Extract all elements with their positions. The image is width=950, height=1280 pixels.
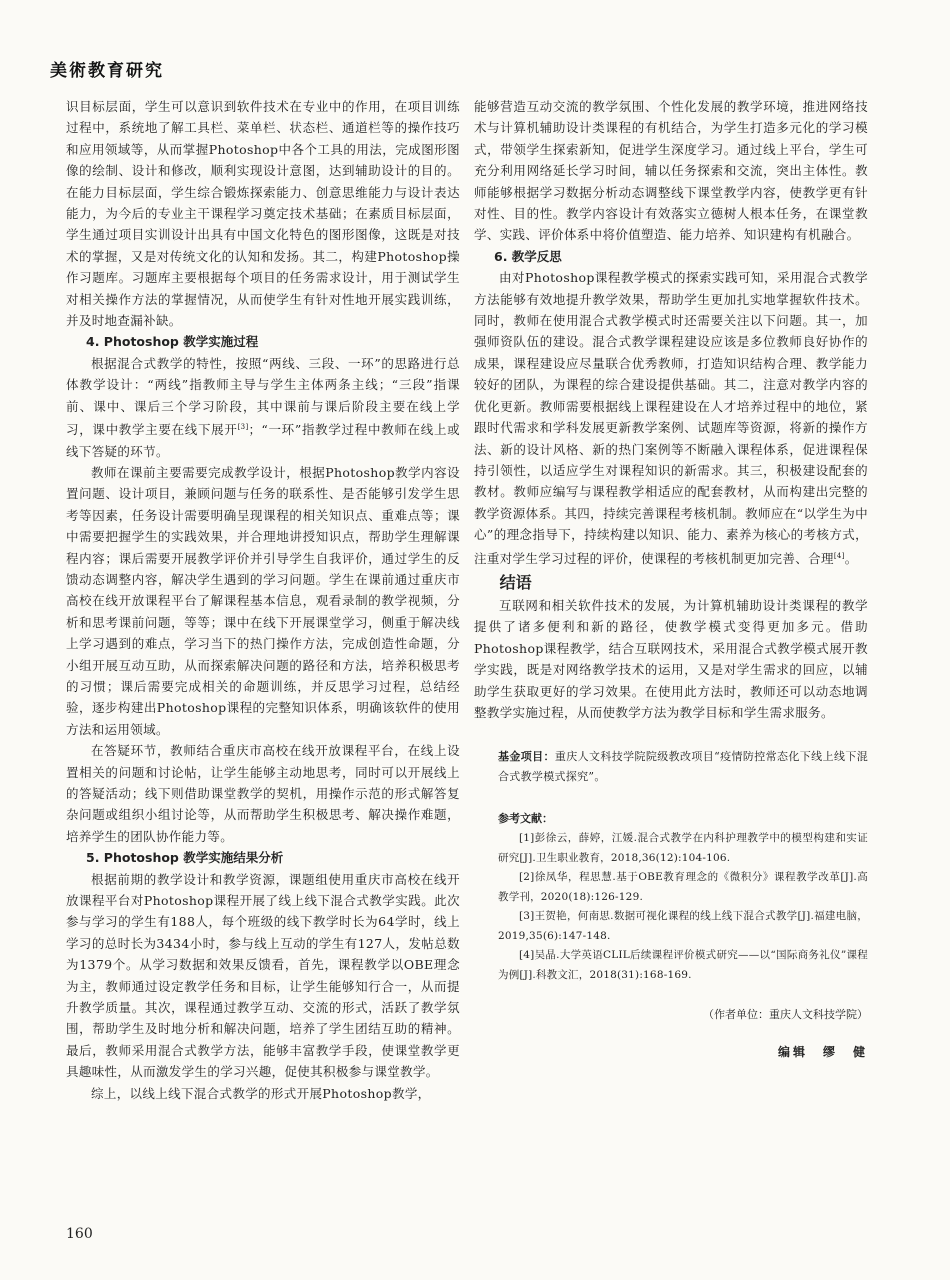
reference-item: [2]徐凤华，程思慧.基于OBE教育理念的《微积分》课程教学改革[J].高教学刊，2020(18):126-129. bbox=[498, 871, 868, 903]
paragraph: 教师在课前主要需要完成教学设计，根据Photoshop教学内容设置问题、设计项目，兼顾问题与任务的联系性、是否能够引发学生思考等因素，任务设计需要明确呈现课程的相关知识点、重难点等；课中需要把握学生的实践效果，并合理地讲授知识点，帮助学生理解课程内容；课后需要开展教学评价并引导学生自我评价，通过学生的反馈动态调整内容，解决学生遇到的学习问题。学生在课前通过重庆市高校在线开放课程平台了解课程基本信息，观看录制的教学视频，分析和思考课前问题，等等；课中在线下开展课堂学习，侧重于解决线上学习遇到的难点，学习当下的热门操作方法，完成创造性命题，分小组开展互动互助，从而探索解决问题的路径和方法，培养积极思考的习惯；课后需要完成相关的命题训练，并反思学习过程，总结经验，逐步构建出Photoshop课程的完整知识体系，明确该软件的使用方法和运用领域。 bbox=[66, 464, 460, 737]
paragraph: 由对Photoshop课程教学模式的探索实践可知，采用混合式教学方法能够有效地提升教学效果，帮助学生更加扎实地掌握软件技术。同时，教师在使用混合式教学模式时还需要关注以下问题。其一，加强师资队伍的建设。混合式教学课程建设应该是多位教师良好协作的成果，课程建设应尽量联合优秀教师，打造知识结构合理、教学能力较好的团队，为课程的综合建设提供基础。其二，注意对教学内容的优化更新。教师需要根据线上课程建设在人才培养过程中的地位，紧跟时代需求和学科发展更新教学案例、试题库等资源，将新的操作方法、新的设计风格、新的热门案例等不断融入课程体系，促进课程保持引领性，以适应学生对课程知识的新需求。其三，积极建设配套的教材。教师应编写与课程教学相适应的配套教材，从而构建出完整的教学资源体系。其四，持续完善课程考核机制。教师应在“以学生为中心”的理念指导下，持续构建以知识、能力、素养为核心的考核方式，注重对学生学习过程的评价，使课程的考核机制更加完善、合理[4]。 bbox=[474, 270, 868, 566]
author-unit: （作者单位：重庆人文科技学院） bbox=[703, 1008, 868, 1022]
paragraph: 互联网和相关软件技术的发展，为计算机辅助设计类课程的教学提供了诸多便利和新的路径，使教学模式变得更加多元。借助Photoshop课程教学，结合互联网技术，采用混合式教学模式展开教学实践，既是对网络教学技术的运用，又是对学生需求的回应，以辅助学生获取更好的学习效果。在使用此方法时，教师还可以动态地调整教学实施过程，从而使教学方法为教学目标和学生需求服务。 bbox=[474, 597, 868, 720]
page-number: 160 bbox=[66, 1226, 93, 1242]
citation-marker: [3] bbox=[237, 423, 249, 432]
citation-marker: [4] bbox=[833, 551, 845, 560]
right-column bbox=[474, 96, 868, 1060]
fund-note bbox=[474, 747, 868, 787]
references-title: 参考文献： bbox=[498, 812, 553, 826]
editor-credit: 编辑 缪 健 bbox=[777, 1045, 868, 1060]
conclusion-heading: 结语 bbox=[499, 572, 532, 592]
reference-item: [1]彭徐云，薛婷，江媛.混合式教学在内科护理教学中的模型构建和实证研究[J].卫生职业教育，2018,36(12):104-106. bbox=[498, 832, 868, 864]
paragraph: 能够营造互动交流的教学氛围、个性化发展的教学环境，推进网络技术与计算机辅助设计类课程的有机结合，为学生打造多元化的学习模式，带领学生探索新知，促进学生深度学习。通过线上平台，学生可充分利用网络延长学习时间，辅以任务探索和交流，突出主体性。教师能够根据学习数据分析动态调整线下课堂教学内容，使教学更有针对性、目的性。教学内容设计有效落实立德树人根本任务，在课堂教学、实践、评价体系中将价值塑造、能力培养、知识建构有机融合。 bbox=[474, 99, 868, 243]
reference-item: [3]王贺艳，何南思.数据可视化课程的线上线下混合式教学[J].福建电脑，2019,35(6):147-148. bbox=[498, 910, 868, 942]
section-heading-5: 5. Photoshop 教学实施结果分析 bbox=[86, 850, 284, 866]
journal-title: 美術教育研究 bbox=[50, 61, 164, 81]
paragraph: 识目标层面，学生可以意识到软件技术在专业中的作用，在项目训练过程中，系统地了解工具栏、菜单栏、状态栏、通道栏等的操作技巧和应用领域等，从而掌握Photoshop中各个工具的用法，完成图形图像的绘制、设计和修改，顺利实现设计意图，达到辅助设计的目的。在能力目标层面，学生综合锻炼探索能力、创意思维能力与设计表达能力，为今后的专业主干课程学习奠定技术基础；在素质目标层面，学生通过项目实训设计出具有中国文化特色的图形图像，这既是对技术的掌握，又是对传统文化的认知和发扬。其二，构建Photoshop操作习题库。习题库主要根据每个项目的任务需求设计，用于测试学生对相关操作方法的掌握情况，从而使学生有针对性地开展实践训练，并及时地查漏补缺。 bbox=[66, 99, 460, 329]
paragraph: 综上，以线上线下混合式教学的形式开展Photoshop教学， bbox=[91, 1085, 431, 1101]
left-column bbox=[66, 96, 460, 1104]
paragraph: 在答疑环节，教师结合重庆市高校在线开放课程平台，在线上设置相关的问题和讨论帖，让学生能够主动地思考，同时可以开展线上的答疑活动；线下则借助课堂教学的契机，用操作示范的形式解答复杂问题或组织小组讨论等，从而帮助学生积极思考、解决操作难题，培养学生的团队协作能力等。 bbox=[66, 743, 460, 844]
paragraph: 根据混合式教学的特性，按照“两线、三段、一环”的思路进行总体教学设计：“两线”指教师主导与学生主体两条主线；“三段”指课前、课中、课后三个学习阶段，其中课前与课后阶段主要在线上学习，课中教学主要在线下展开[3]；“一环”指教学过程中教师在线上或线下答疑的环节。 bbox=[66, 355, 460, 459]
fund-text: 重庆人文科技学院院级教改项目“疫情防控常态化下线上线下混合式教学模式探究”。 bbox=[498, 750, 868, 784]
section-heading-6: 6. 教学反思 bbox=[494, 248, 562, 264]
section-heading-4: 4. Photoshop 教学实施过程 bbox=[86, 334, 259, 350]
fund-label: 基金项目： bbox=[498, 750, 555, 764]
reference-item: [4]吴晶.大学英语CLIL后续课程评价模式研究——以“国际商务礼仪”课程为例[J].科教文汇，2018(31):168-169. bbox=[498, 949, 868, 981]
paragraph: 根据前期的教学设计和教学资源，课题组使用重庆市高校在线开放课程平台对Photoshop课程开展了线上线下混合式教学实践。此次参与学习的学生有188人，每个班级的线下教学时长为64学时，线上学习的总时长为3434小时，参与线上互动的学生有127人，发帖总数为1379个。从学习数据和效果反馈看，首先，课程教学以OBE理念为主，教师通过设定教学任务和目标，让学生能够知行合一，从而提升教学质量。其次，课程通过教学互动、交流的形式，活跃了教学氛围，帮助学生及时地分析和解决问题，培养了学生团结互助的精神。最后，教师采用混合式教学方法，能够丰富教学手段，使课堂教学更具趣味性，从而激发学生的学习兴趣，促使其积极参与课堂教学。 bbox=[66, 871, 460, 1080]
